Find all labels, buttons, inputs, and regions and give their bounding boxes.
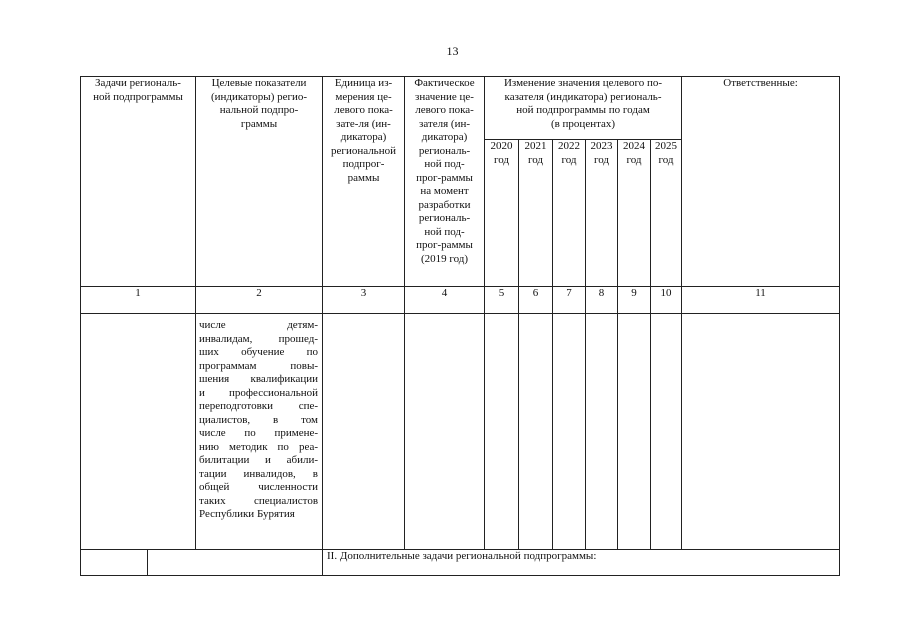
indicator-text-line: билитации и абили- xyxy=(199,454,319,466)
column-number: 9 xyxy=(618,287,651,314)
header-year-cell: 2024 год xyxy=(618,140,651,287)
column-number: 7 xyxy=(553,287,586,314)
indicators-table xyxy=(80,76,840,576)
header-col-1: Задачи региональ- ной подпрограммы xyxy=(81,77,196,287)
header-year-cell: 2022 год xyxy=(553,140,586,287)
indicator-text-line: числе детям- xyxy=(199,319,319,331)
indicator-text-line: числе по примене- xyxy=(199,427,319,439)
indicator-text-line: инвалидам, прошед- xyxy=(199,332,319,345)
indicator-text-line: программам повы- xyxy=(199,359,319,372)
year-value-cell xyxy=(618,314,651,550)
indicator-text-line: переподготовки спе- xyxy=(199,400,319,412)
column-number: 11 xyxy=(682,287,840,314)
section-title: II. Дополнительные задачи региональной подпрограммы: xyxy=(323,550,840,576)
indicator-text-line: и профессиональной xyxy=(199,386,319,399)
indicator-text-line: шения квалификации xyxy=(199,373,319,385)
header-years-group: Изменение значения целевого по- казателя (индикатора) региональ- ной подпрограммы по годам (в процентах) xyxy=(485,77,682,140)
indicator-text-line: ших обучение по xyxy=(199,346,319,358)
header-col-11: Ответственные: xyxy=(682,77,840,287)
header-year-cell: 2025 год xyxy=(651,140,682,287)
table-row xyxy=(81,314,840,550)
header-col-4: Фактическое значение це- левого пока- зателя (ин- дикатора) региональ- ной под- прог-раммы на момент разработки региональ- ной под- прог-раммы (2019 год) xyxy=(405,77,485,287)
header-col-2: Целевые показатели (индикаторы) регио- нальной подпро- граммы xyxy=(196,77,323,287)
year-value-cell xyxy=(485,314,519,550)
year-value-cell xyxy=(651,314,682,550)
indicator-cell xyxy=(196,314,323,550)
indicator-text-line: нию методик по реа- xyxy=(199,440,319,453)
column-number: 6 xyxy=(519,287,553,314)
indicator-text-line: циалистов, в том xyxy=(199,413,319,426)
responsible-cell xyxy=(682,314,840,550)
actual-value-cell xyxy=(405,314,485,550)
header-year-cell: 2021 год xyxy=(519,140,553,287)
indicator-text-line: таких специалистов xyxy=(199,494,319,507)
header-year-cell: 2023 год xyxy=(586,140,618,287)
indicator-text-line: тации инвалидов, в xyxy=(199,467,319,480)
indicator-text-line: Республики Бурятия xyxy=(199,508,295,520)
header-col-3: Единица из- мерения це- левого пока- зате-ля (ин- дикатора) региональной подпрог- раммы xyxy=(323,77,405,287)
table-header-row xyxy=(81,77,840,140)
task-cell xyxy=(81,314,196,550)
column-number: 5 xyxy=(485,287,519,314)
column-number: 4 xyxy=(405,287,485,314)
section-blank-cell xyxy=(148,550,323,576)
section-blank-cell xyxy=(81,550,148,576)
year-value-cell xyxy=(519,314,553,550)
column-number: 8 xyxy=(586,287,618,314)
column-number: 1 xyxy=(81,287,196,314)
unit-cell xyxy=(323,314,405,550)
year-value-cell xyxy=(586,314,618,550)
column-numbers-row xyxy=(81,287,840,314)
year-value-cell xyxy=(553,314,586,550)
header-year-cell: 2020 год xyxy=(485,140,519,287)
column-number: 10 xyxy=(651,287,682,314)
indicator-text-line: общей численности xyxy=(199,481,319,493)
column-number: 2 xyxy=(196,287,323,314)
column-number: 3 xyxy=(323,287,405,314)
page-number: 13 xyxy=(446,44,459,58)
section-row xyxy=(81,550,840,576)
